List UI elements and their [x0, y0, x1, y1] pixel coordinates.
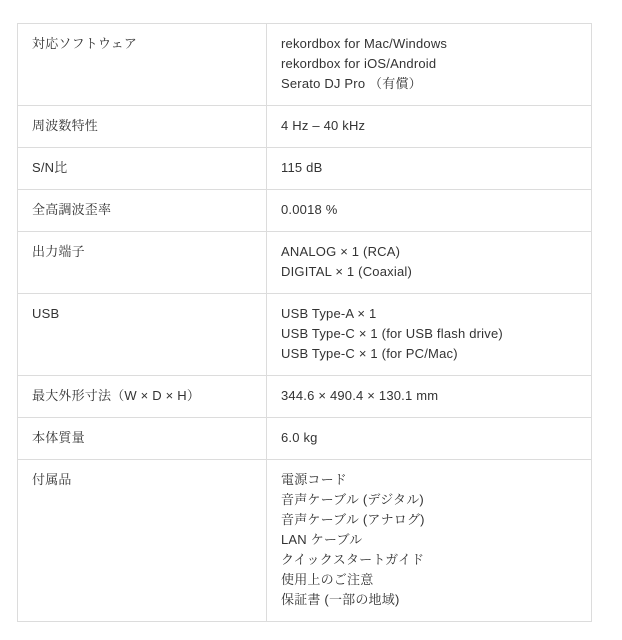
spec-label: 付属品 [18, 460, 267, 622]
spec-value-line: Serato DJ Pro （有償） [281, 76, 422, 91]
spec-label: 出力端子 [18, 232, 267, 294]
spec-value [267, 190, 592, 232]
spec-value-line: クイックスタートガイド [281, 552, 425, 567]
spec-value-line: LAN ケーブル [281, 532, 363, 547]
spec-value-line: ANALOG × 1 (RCA) [281, 244, 401, 259]
spec-value [267, 376, 592, 418]
spec-value-line: 使用上のご注意 [281, 572, 374, 587]
spec-value-line: 6.0 kg [281, 430, 318, 445]
spec-label: 周波数特性 [18, 106, 267, 148]
spec-label: USB [18, 294, 267, 376]
spec-value-line: 4 Hz – 40 kHz [281, 118, 366, 133]
spec-value-line: DIGITAL × 1 (Coaxial) [281, 264, 412, 279]
spec-value-line: rekordbox for iOS/Android [281, 56, 437, 71]
spec-value-line: 音声ケーブル (デジタル) [281, 492, 424, 507]
spec-value [267, 106, 592, 148]
table-row [18, 294, 592, 376]
spec-value-line: 115 dB [281, 160, 323, 175]
table-row [18, 232, 592, 294]
spec-label: 対応ソフトウェア [18, 24, 267, 106]
spec-value-line: 電源コード [281, 472, 348, 487]
spec-label: 本体質量 [18, 418, 267, 460]
table-row [18, 24, 592, 106]
spec-value [267, 148, 592, 190]
table-row [18, 460, 592, 622]
table-row [18, 106, 592, 148]
spec-value-line: 音声ケーブル (アナログ) [281, 512, 425, 527]
spec-value-line: rekordbox for Mac/Windows [281, 36, 448, 51]
spec-label: S/N比 [18, 148, 267, 190]
spec-value-line: USB Type-C × 1 (for PC/Mac) [281, 346, 458, 361]
spec-label: 最大外形寸法（W × D × H） [18, 376, 267, 418]
spec-value-line: 344.6 × 490.4 × 130.1 mm [281, 388, 439, 403]
table-row [18, 376, 592, 418]
spec-table [17, 23, 592, 622]
table-row [18, 148, 592, 190]
spec-label: 全高調波歪率 [18, 190, 267, 232]
table-row [18, 190, 592, 232]
spec-value-line: 0.0018 % [281, 202, 338, 217]
spec-value [267, 232, 592, 294]
spec-value [267, 460, 592, 622]
spec-value-line: USB Type-C × 1 (for USB flash drive) [281, 326, 503, 341]
spec-value [267, 24, 592, 106]
spec-value-line: USB Type-A × 1 [281, 306, 377, 321]
spec-table-body [18, 24, 592, 622]
spec-value-line: 保証書 (一部の地域) [281, 592, 400, 607]
spec-value [267, 294, 592, 376]
table-row [18, 418, 592, 460]
spec-value [267, 418, 592, 460]
